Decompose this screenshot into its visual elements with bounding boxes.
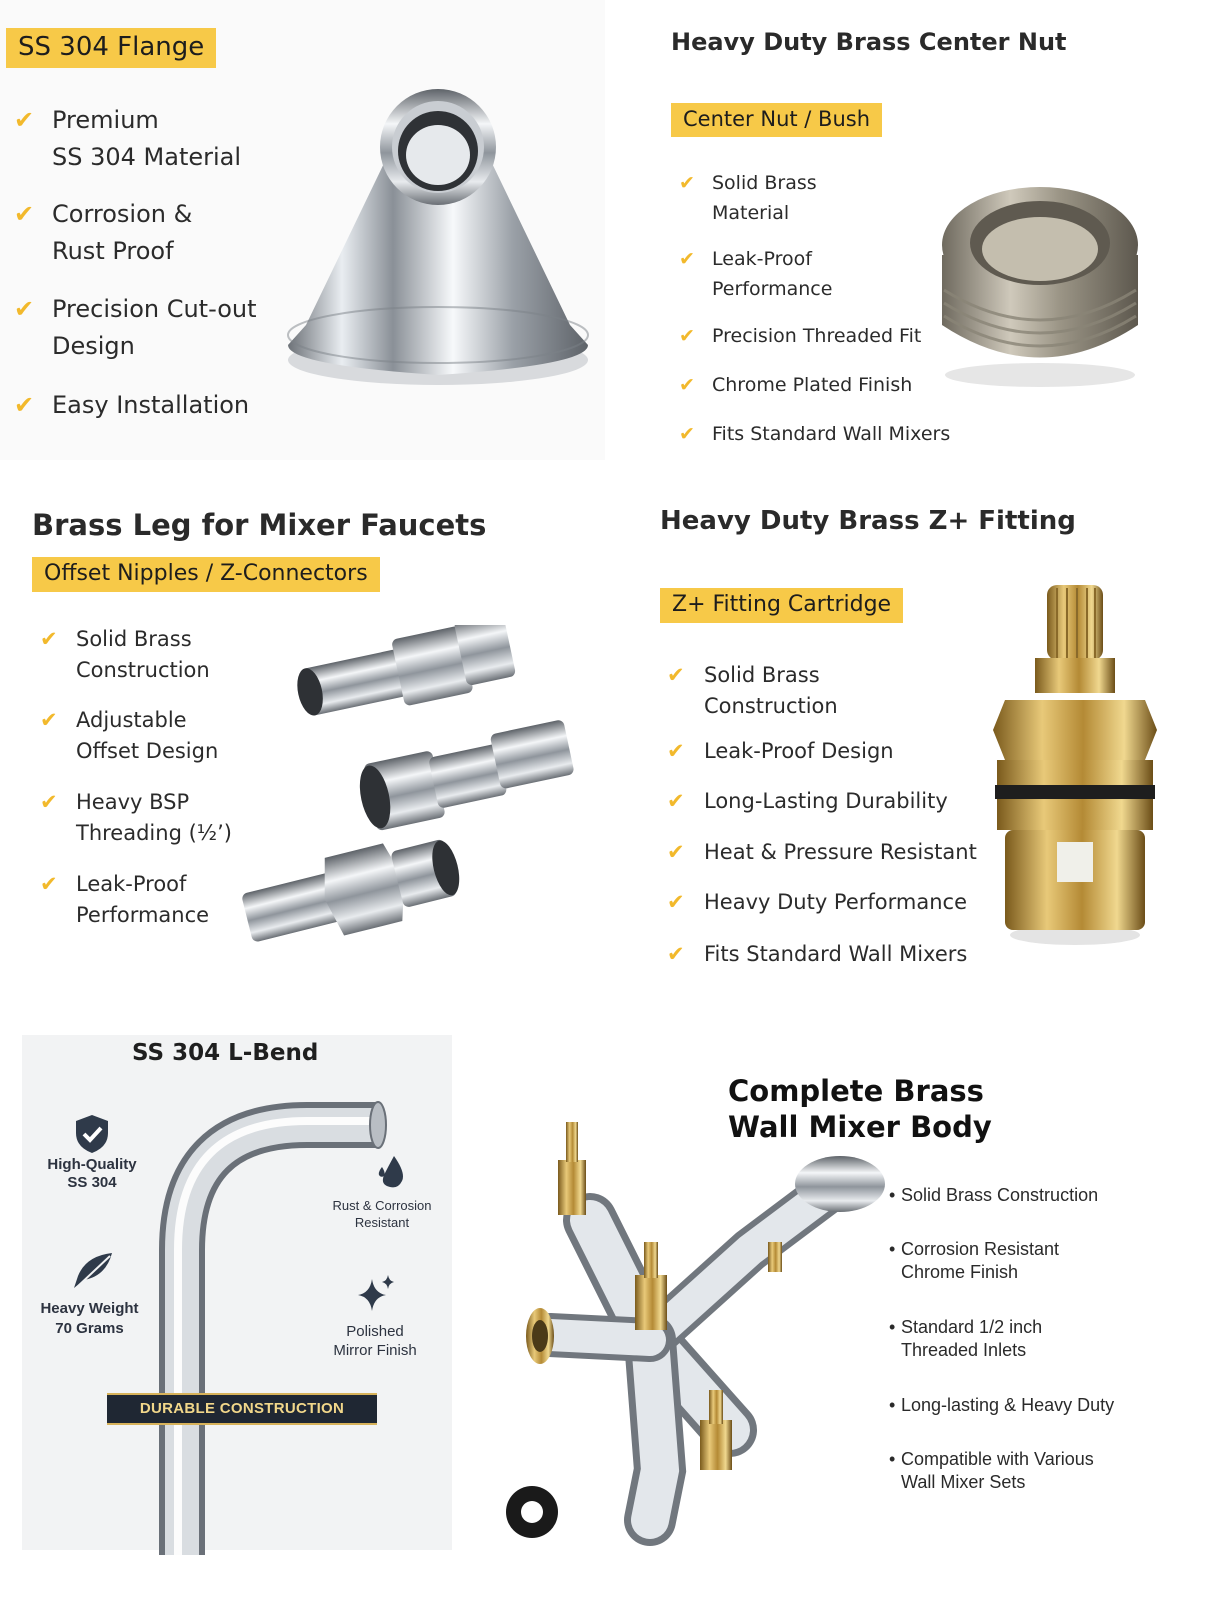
check-icon: ✔ [667,739,685,763]
list-item: • Long-lasting & Heavy Duty [889,1395,1115,1415]
list-item: ✔ Fits Standard Wall Mixers [679,419,950,449]
check-icon: ✔ [40,627,58,651]
feather-icon [66,1250,116,1292]
mixer-body-title: Complete Brass Wall Mixer Body [728,1074,992,1144]
list-item: ✔ Long-Lasting Durability [667,786,948,817]
flange-panel [0,0,605,460]
list-item: ✔ Easy Installation [14,387,249,424]
mixer-body-image [500,1110,900,1570]
badge-high-quality-label: High-Quality SS 304 [47,1156,137,1191]
check-icon: ✔ [667,663,685,687]
list-item: ✔ Heavy Duty Performance [667,887,967,918]
shield-check-icon [72,1113,112,1155]
check-icon: ✔ [667,942,685,966]
brass-leg-title: Brass Leg for Mixer Faucets [32,508,487,542]
check-icon: ✔ [667,890,685,914]
list-item: ✔ Adjustable Offset Design [40,705,218,767]
check-icon: ✔ [667,789,685,813]
list-item: ✔ Solid Brass Material [679,168,817,228]
list-item: ✔ Leak-Proof Performance [40,869,209,931]
list-item: ✔ Leak-Proof Performance [679,244,832,304]
check-icon: ✔ [14,295,35,323]
list-item: ✔ Chrome Plated Finish [679,370,912,400]
check-icon: ✔ [679,325,695,347]
brass-leg-badge: Offset Nipples / Z-Connectors [32,557,380,592]
center-nut-badge: Center Nut / Bush [671,103,882,137]
center-nut-panel [605,0,1215,460]
check-icon: ✔ [40,790,58,814]
list-item: ✔ Heavy BSP Threading (½’) [40,787,232,849]
list-item: ✔ Heat & Pressure Resistant [667,837,977,868]
badge-rust-label: Rust & Corrosion Resistant [332,1198,432,1230]
list-item: ✔ Solid Brass Construction [667,660,838,722]
list-item: ✔ Premium SS 304 Material [14,102,241,176]
check-icon: ✔ [14,391,35,419]
list-item: ✔ Leak-Proof Design [667,736,894,767]
badge-weight-label: Heavy Weight 70 Grams [40,1300,139,1337]
l-bend-title: SS 304 L-Bend [132,1040,319,1066]
center-nut-image [930,175,1150,390]
z-fitting-panel [605,480,1215,1000]
check-icon: ✔ [679,374,695,396]
mixer-body-panel [470,1035,1215,1575]
sparkle-icon [354,1273,398,1317]
check-icon: ✔ [679,423,695,445]
check-icon: ✔ [14,200,35,228]
check-icon: ✔ [679,172,695,194]
z-fitting-badge: Z+ Fitting Cartridge [660,588,903,623]
brass-leg-panel [0,480,605,1000]
check-icon: ✔ [14,106,35,134]
check-icon: ✔ [40,872,58,896]
list-item: • Compatible with Various Wall Mixer Sets [889,1449,1094,1492]
list-item: ✔ Precision Threaded Fit [679,321,921,351]
list-item: • Solid Brass Construction [889,1185,1099,1205]
l-bend-panel [22,1035,452,1550]
list-item: ✔ Solid Brass Construction [40,624,210,686]
check-icon: ✔ [667,840,685,864]
list-item: ✔ Fits Standard Wall Mixers [667,939,967,970]
water-drop-icon [372,1153,408,1191]
z-fitting-title: Heavy Duty Brass Z+ Fitting [660,506,1076,536]
check-icon: ✔ [679,248,695,270]
durable-banner-label: DURABLE CONSTRUCTION [139,1400,345,1417]
list-item: ✔ Precision Cut-out Design [14,291,257,365]
badge-polish-label: Polished Mirror Finish [333,1323,417,1359]
cartridge-image [985,580,1165,950]
center-nut-title: Heavy Duty Brass Center Nut [671,28,1067,56]
list-item: ✔ Corrosion & Rust Proof [14,196,192,270]
durable-banner [107,1393,377,1425]
flange-badge: SS 304 Flange [6,28,216,68]
flange-image [270,75,600,395]
list-item: • Standard 1/2 inch Threaded Inlets [889,1317,1043,1360]
offset-nipples-image [230,625,580,985]
list-item: • Corrosion Resistant Chrome Finish [889,1239,1060,1282]
check-icon: ✔ [40,708,58,732]
